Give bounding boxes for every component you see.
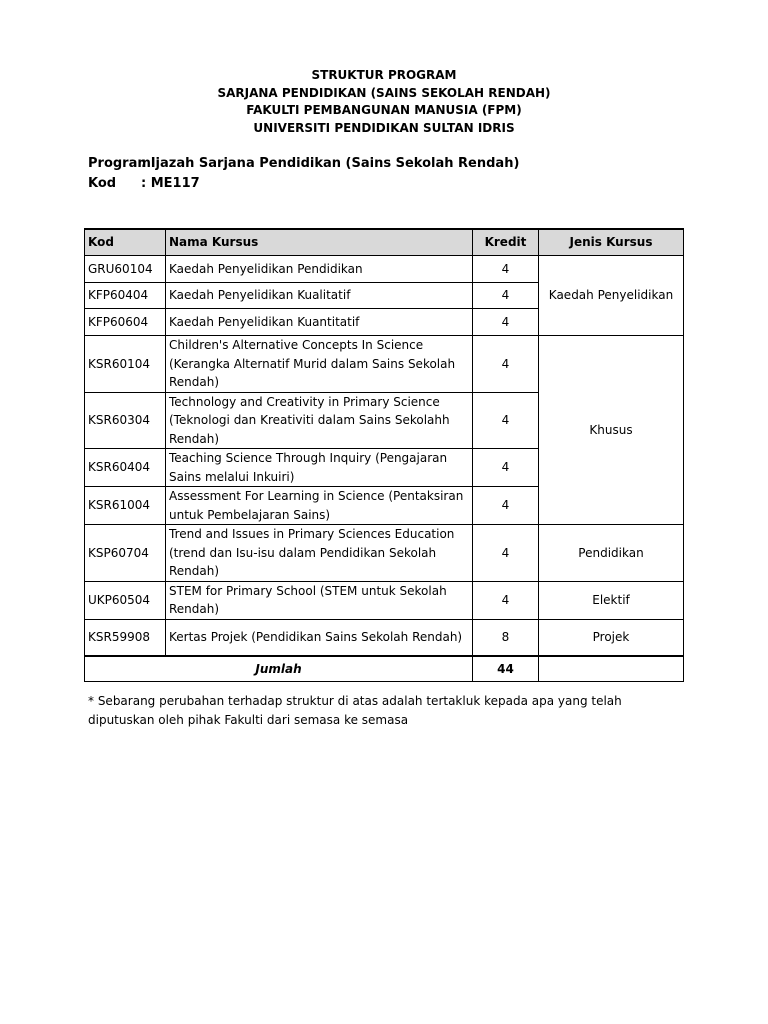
- course-name: Trend and Issues in Primary Sciences Education (trend dan Isu-isu dalam Pendidikan Sekolah Rendah): [166, 525, 473, 582]
- course-code: KFP60604: [85, 309, 166, 336]
- course-name: Kaedah Penyelidikan Kuantitatif: [166, 309, 473, 336]
- course-code: GRU60104: [85, 256, 166, 283]
- course-type-kaedah: Kaedah Penyelidikan: [539, 256, 684, 336]
- course-type-khusus: Khusus: [539, 336, 684, 525]
- table-row: [85, 619, 684, 656]
- header-university: UNIVERSITI PENDIDIKAN SULTAN IDRIS: [253, 120, 515, 135]
- course-code: UKP60504: [85, 581, 166, 619]
- course-code: KSP60704: [85, 525, 166, 582]
- course-code: KSR60304: [85, 392, 166, 449]
- table-header-row: [85, 229, 684, 256]
- course-credit: 4: [473, 392, 539, 449]
- course-credit: 4: [473, 309, 539, 336]
- header-faculty: FAKULTI PEMBANGUNAN MANUSIA (FPM): [246, 103, 522, 117]
- total-label: Jumlah: [85, 656, 473, 682]
- footnote: * Sebarang perubahan terhadap struktur di atas adalah tertakluk kepada apa yang telah diputuskan oleh pihak Fakulti dari semasa ke semasa: [88, 694, 622, 727]
- course-name: Kaedah Penyelidikan Kualitatif: [166, 283, 473, 309]
- table-row: [85, 525, 684, 582]
- course-credit: 4: [473, 581, 539, 619]
- course-credit: 4: [473, 525, 539, 582]
- kod-label: Kod: [88, 175, 117, 191]
- course-credit: 4: [473, 449, 539, 487]
- kod-row: [88, 173, 519, 193]
- course-name: Teaching Science Through Inquiry (Pengajaran Sains melalui Inkuiri): [166, 449, 473, 487]
- course-type-projek: Projek: [539, 619, 684, 656]
- course-type-elektif: Elektif: [539, 581, 684, 619]
- column-header-kod: Kod: [85, 229, 166, 256]
- column-header-nama-kursus: Nama Kursus: [166, 229, 473, 256]
- course-name: Technology and Creativity in Primary Science (Teknologi dan Kreativiti dalam Sains Sekolahh Rendah): [166, 392, 473, 449]
- program-row: [88, 153, 519, 173]
- header-title: STRUKTUR PROGRAM: [311, 68, 457, 82]
- course-code: KSR61004: [85, 487, 166, 525]
- course-credit: 4: [473, 283, 539, 309]
- course-code: KSR59908: [85, 619, 166, 656]
- total-credit: 44: [473, 656, 539, 682]
- total-empty-cell: [539, 656, 684, 682]
- table-row: [85, 581, 684, 619]
- program-label: Program: [88, 155, 151, 171]
- course-credit: 8: [473, 619, 539, 656]
- course-credit: 4: [473, 487, 539, 525]
- course-code: KFP60404: [85, 283, 166, 309]
- kod-value: : ME117: [141, 175, 200, 191]
- course-name: Children's Alternative Concepts In Science (Kerangka Alternatif Murid dalam Sains Sekolah Rendah): [166, 336, 473, 393]
- course-credit: 4: [473, 256, 539, 283]
- course-name: Kertas Projek (Pendidikan Sains Sekolah Rendah): [166, 619, 473, 656]
- column-header-jenis-kursus: Jenis Kursus: [539, 229, 684, 256]
- course-credit: 4: [473, 336, 539, 393]
- program-meta: [88, 153, 519, 193]
- course-name: Kaedah Penyelidikan Pendidikan: [166, 256, 473, 283]
- total-row: [85, 656, 684, 682]
- table-row: [85, 256, 684, 283]
- program-value: : Ijazah Sarjana Pendidikan (Sains Sekolah Rendah): [141, 155, 520, 171]
- course-code: KSR60104: [85, 336, 166, 393]
- column-header-kredit: Kredit: [473, 229, 539, 256]
- course-structure-table: [84, 228, 684, 682]
- course-type-pendidikan: Pendidikan: [539, 525, 684, 582]
- course-name: Assessment For Learning in Science (Pentaksiran untuk Pembelajaran Sains): [166, 487, 473, 525]
- document-header: [0, 67, 768, 137]
- course-name: STEM for Primary School (STEM untuk Sekolah Rendah): [166, 581, 473, 619]
- table-row: [85, 336, 684, 393]
- course-code: KSR60404: [85, 449, 166, 487]
- header-program-name: SARJANA PENDIDIKAN (SAINS SEKOLAH RENDAH): [217, 85, 551, 100]
